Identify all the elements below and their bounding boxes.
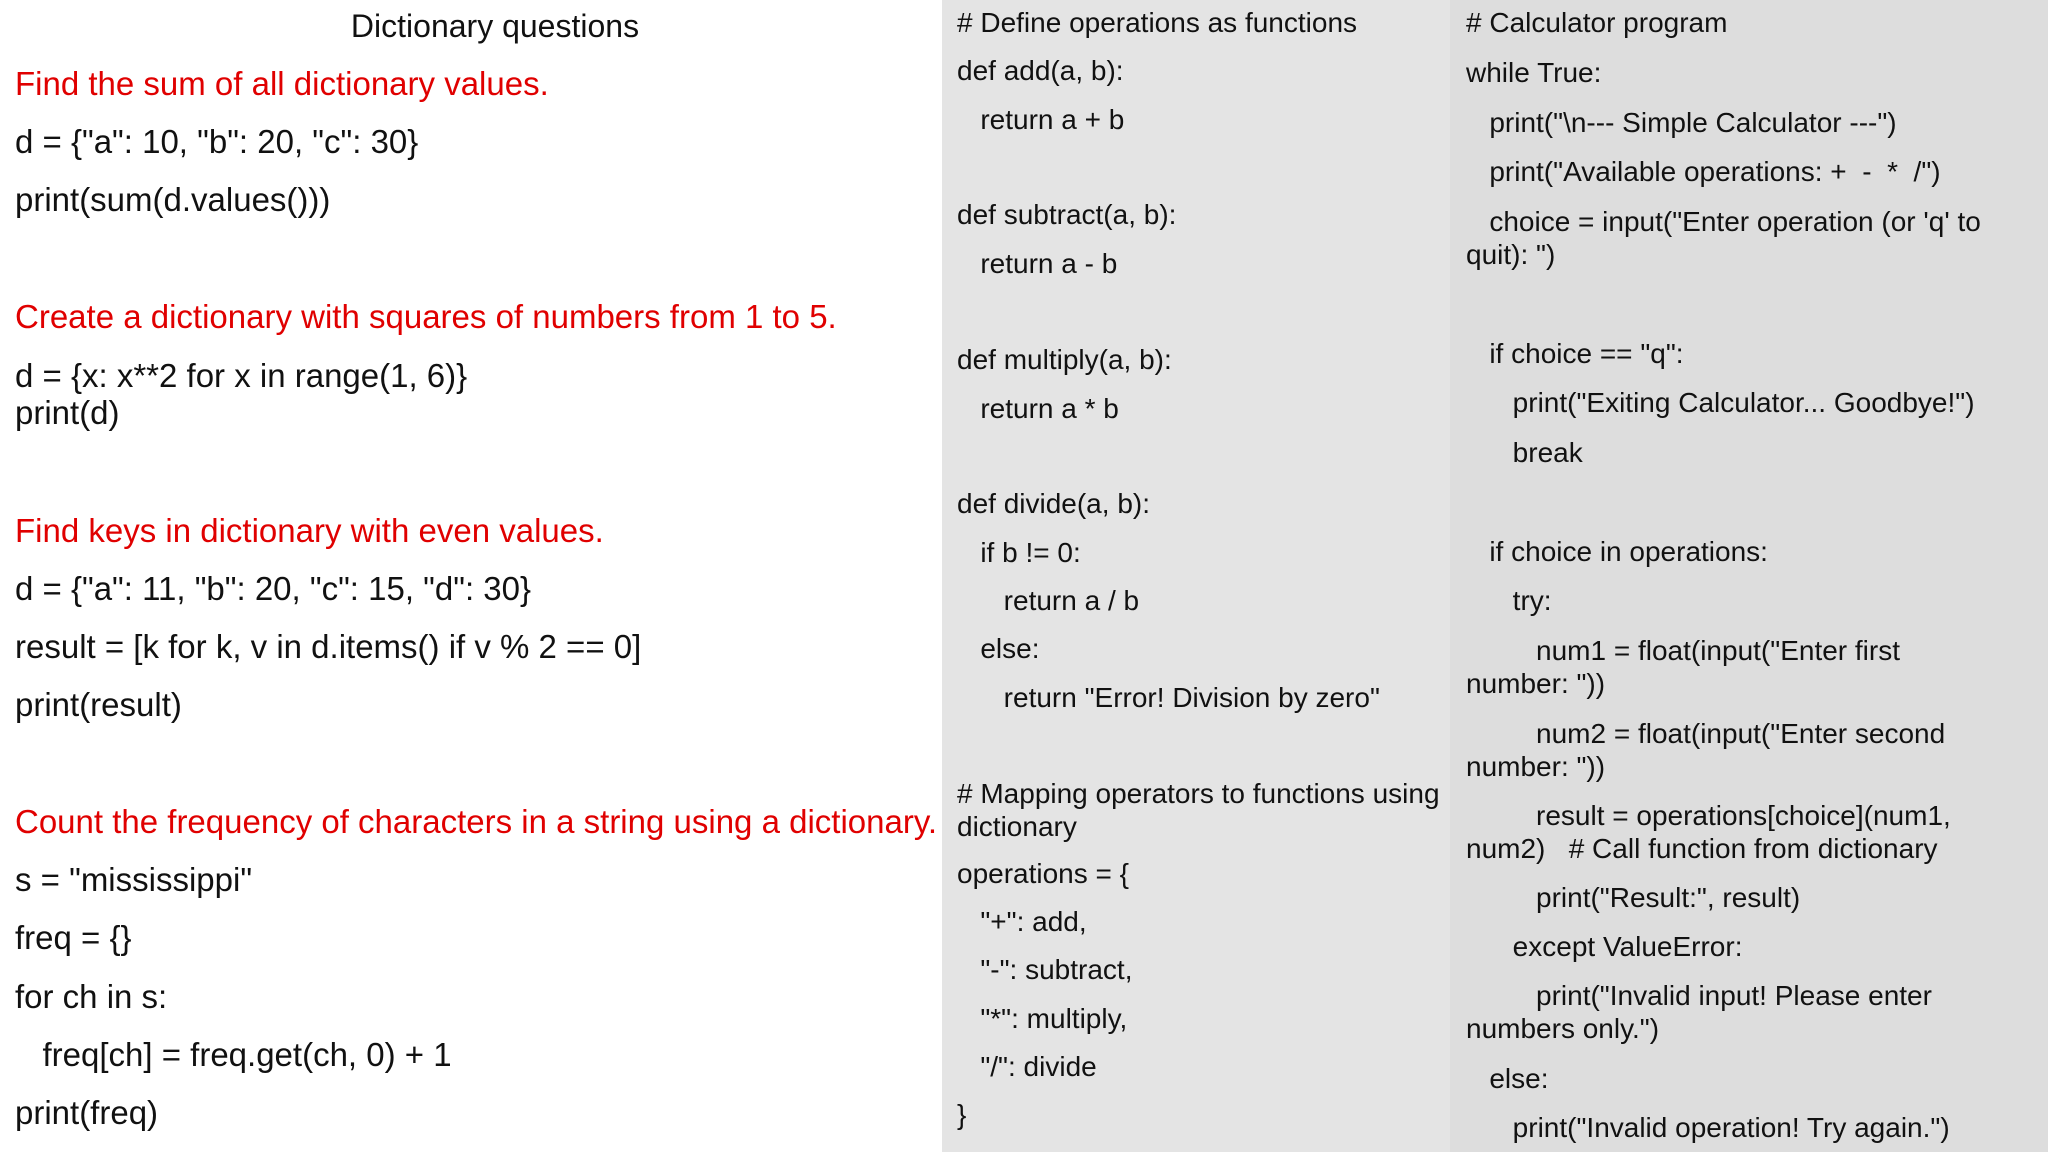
code-line: print("Result:", result) (1466, 882, 1801, 913)
q3-code-line-3: print(result) (15, 686, 182, 723)
question-2: Create a dictionary with squares of numbers from 1 to 5. (15, 298, 837, 335)
q3-code-line-1: d = {"a": 11, "b": 20, "c": 15, "d": 30} (15, 570, 532, 607)
right-code-panel (1450, 0, 2048, 1152)
code-line: "/": divide (957, 1051, 1097, 1082)
code-line: print("\n--- Simple Calculator ---") (1466, 107, 1897, 138)
q4-code-line-5: print(freq) (15, 1094, 159, 1131)
question-1: Find the sum of all dictionary values. (15, 65, 549, 102)
code-line: # Mapping operators to functions using dictionary (957, 778, 1440, 842)
q1-code-line-2: print(sum(d.values())) (15, 181, 331, 218)
q4-code-line-1: s = "mississippi" (15, 861, 253, 898)
code-line: print("Available operations: + - * /") (1466, 156, 1941, 187)
left-panel (0, 0, 942, 1152)
code-line: return a / b (957, 585, 1140, 616)
code-line: operations = { (957, 858, 1130, 889)
code-line: result = operations[choice](num1, num2) # Call function from dictionary (1466, 800, 1951, 864)
q4-code-line-3: for ch in s: (15, 978, 168, 1015)
code-line: "*": multiply, (957, 1003, 1128, 1034)
code-line: print("Invalid operation! Try again.") (1466, 1112, 1950, 1143)
q3-code-line-2: result = [k for k, v in d.items() if v % 2 == 0] (15, 628, 642, 665)
code-line: return a - b (957, 248, 1118, 279)
q4-code-line-4: freq[ch] = freq.get(ch, 0) + 1 (15, 1036, 452, 1073)
code-line: return a * b (957, 393, 1119, 424)
code-line: num1 = float(input("Enter first number: ")) (1466, 635, 1900, 699)
code-line: print("Invalid input! Please enter numbers only.") (1466, 980, 1932, 1044)
code-line: def add(a, b): (957, 55, 1124, 86)
code-line: "-": subtract, (957, 954, 1133, 985)
code-line: } (957, 1099, 967, 1130)
middle-code-panel (942, 0, 1450, 1152)
code-line: except ValueError: (1466, 931, 1743, 962)
q2-code-line-1: d = {x: x**2 for x in range(1, 6)} (15, 357, 468, 394)
code-line: print("Exiting Calculator... Goodbye!") (1466, 387, 1975, 418)
code-line: if b != 0: (957, 537, 1081, 568)
code-line: # Calculator program (1466, 7, 1728, 38)
code-line: break (1466, 437, 1583, 468)
q1-code-line-1: d = {"a": 10, "b": 20, "c": 30} (15, 123, 419, 160)
code-line: def subtract(a, b): (957, 199, 1177, 230)
q4-code-line-2: freq = {} (15, 919, 132, 956)
code-line: if choice in operations: (1466, 536, 1768, 567)
page-title: Dictionary questions (350, 8, 640, 44)
code-line: def multiply(a, b): (957, 344, 1172, 375)
code-line: while True: (1466, 57, 1602, 88)
code-line: else: (957, 633, 1040, 664)
code-line: def divide(a, b): (957, 488, 1150, 519)
code-line: if choice == "q": (1466, 338, 1684, 369)
question-4: Count the frequency of characters in a string using a dictionary. (15, 803, 938, 840)
code-line: # Define operations as functions (957, 7, 1358, 38)
question-3: Find keys in dictionary with even values. (15, 512, 604, 549)
code-line: "+": add, (957, 906, 1087, 937)
code-line: return a + b (957, 104, 1125, 135)
code-line: choice = input("Enter operation (or 'q' to quit): ") (1466, 206, 1981, 270)
code-line: try: (1466, 585, 1552, 616)
code-line: else: (1466, 1063, 1549, 1094)
q2-code-line-2: print(d) (15, 394, 120, 431)
code-line: num2 = float(input("Enter second number: ")) (1466, 718, 1946, 782)
code-line: return "Error! Division by zero" (957, 682, 1380, 713)
